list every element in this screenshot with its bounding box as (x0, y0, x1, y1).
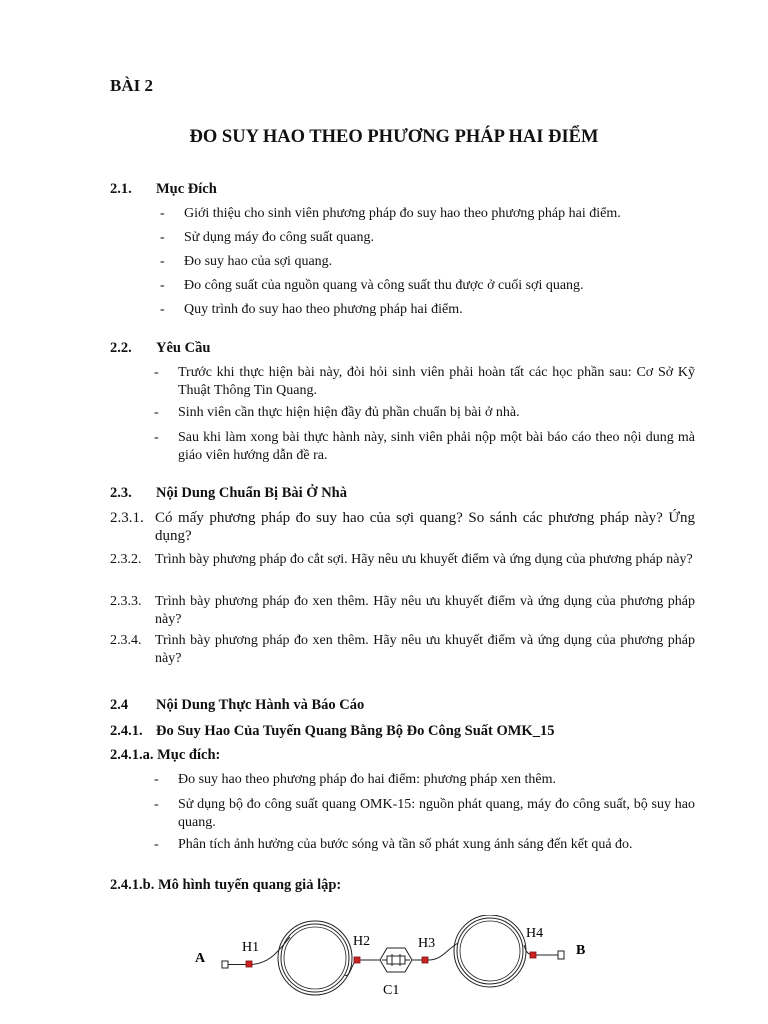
section-title: Nội Dung Thực Hành và Báo Cáo (156, 697, 365, 713)
numbered-item (110, 593, 695, 629)
list-item (160, 229, 695, 247)
section-number: 2.1. (110, 181, 132, 197)
list-item (154, 364, 695, 400)
section-title: Nội Dung Chuẩn Bị Bài Ở Nhà (156, 485, 347, 501)
list-item-text: Quy trình đo suy hao theo phương pháp hai điểm. (184, 302, 463, 317)
bullet-dash: - (154, 430, 159, 445)
receiver-connector (558, 951, 564, 959)
item-text: Trình bày phương pháp đo cắt sợi. Hãy nêu ưu khuyết điểm và ứng dụng của phương pháp này? (155, 552, 693, 567)
h1-connector (246, 961, 252, 967)
fiber-spool-1 (278, 921, 352, 995)
numbered-item (110, 509, 695, 545)
fiber-link-diagram (190, 915, 610, 1020)
list-item-text: Sử dụng máy đo công suất quang. (184, 230, 374, 245)
list-item-text: Trước khi thực hiện bài này, đòi hỏi sinh viên phải hoàn tất các học phần sau: Cơ Sở Kỹ Thuật Thông Tin Quang. (178, 365, 695, 398)
list-item (154, 771, 695, 789)
section-2-4-heading (110, 697, 364, 714)
bullet-dash: - (160, 302, 165, 317)
list-item-text: Sinh viên cần thực hiện hiện đầy đủ phần chuẩn bị bài ở nhà. (178, 405, 520, 420)
item-text: Trình bày phương pháp đo xen thêm. Hãy nêu ưu khuyết điểm và ứng dụng của phương pháp này? (155, 633, 695, 666)
section-number: 2.3. (110, 485, 132, 501)
source-connector (222, 961, 242, 968)
h3-connector (422, 957, 428, 963)
item-number: 2.3.1. (110, 510, 144, 526)
list-item-text: Đo suy hao theo phương pháp đo hai điểm: phương pháp xen thêm. (178, 772, 556, 787)
lesson-number: BÀI 2 (110, 76, 153, 95)
list-item-text: Đo công suất của nguồn quang và công suất thu được ở cuối sợi quang. (184, 278, 584, 293)
label-h4: H4 (526, 926, 544, 941)
list-item-text: Phân tích ảnh hưởng của bước sóng và tần số phát xung ánh sáng đến kết quả đo. (178, 837, 633, 852)
label-c1: C1 (383, 983, 400, 998)
bullet-dash: - (154, 772, 159, 787)
label-b: B (576, 943, 586, 958)
label-h1: H1 (242, 940, 260, 955)
list-item (154, 796, 695, 832)
list-item (160, 277, 695, 295)
list-item (154, 429, 695, 465)
item-number: 2.3.2. (110, 552, 142, 567)
section-number: 2.4.1. (110, 723, 143, 739)
item-text: Trình bày phương pháp đo xen thêm. Hãy nêu ưu khuyết điểm và ứng dụng của phương pháp này? (155, 594, 695, 627)
bullet-dash: - (154, 365, 159, 380)
bullet-dash: - (154, 797, 159, 812)
section-2-1-heading (110, 181, 217, 198)
section-2-2-heading (110, 340, 210, 357)
page-title: ĐO SUY HAO THEO PHƯƠNG PHÁP HAI ĐIỂM (189, 127, 599, 147)
bullet-dash: - (154, 837, 159, 852)
section-number: 2.2. (110, 340, 132, 356)
section-2-4-1-heading (110, 723, 554, 740)
numbered-item (110, 632, 695, 668)
list-item-text: Giới thiệu cho sinh viên phương pháp đo suy hao theo phương pháp hai điểm. (184, 206, 621, 221)
section-title: Yêu Cầu (156, 340, 211, 356)
list-item-text: Đo suy hao của sợi quang. (184, 254, 333, 269)
label-h2: H2 (353, 934, 371, 949)
subsection-2-4-1-a-heading: 2.4.1.a. Mục đích: (110, 747, 221, 763)
numbered-item (110, 551, 695, 569)
list-item (154, 836, 695, 854)
list-item-text: Sau khi làm xong bài thực hành này, sinh viên phải nộp một bài báo cáo theo nội dung mà giáo viên hướng dẫn đề ra. (178, 430, 695, 463)
subsection-2-4-1-b-heading: 2.4.1.b. Mô hình tuyến quang giả lập: (110, 877, 342, 893)
bullet-dash: - (160, 230, 165, 245)
item-number: 2.3.4. (110, 633, 142, 648)
h2-connector (354, 957, 360, 963)
fiber-spool-2 (454, 915, 526, 987)
section-number: 2.4 (110, 697, 129, 713)
item-text: Có mấy phương pháp đo suy hao của sợi quang? So sánh các phương pháp này? Ứng dụng? (155, 510, 695, 544)
label-a: A (195, 951, 206, 966)
h4-connector (530, 952, 536, 958)
item-number: 2.3.3. (110, 594, 142, 609)
list-item-text: Sử dụng bộ đo công suất quang OMK-15: nguồn phát quang, máy đo công suất, bộ suy hao quang. (178, 797, 695, 830)
c1-coupler (380, 948, 412, 972)
list-item (160, 253, 695, 271)
bullet-dash: - (154, 405, 159, 420)
list-item (160, 205, 695, 223)
list-item (154, 404, 695, 422)
bullet-dash: - (160, 278, 165, 293)
section-title: Đo Suy Hao Của Tuyến Quang Bằng Bộ Đo Công Suất OMK_15 (156, 723, 555, 739)
section-2-3-heading (110, 485, 347, 502)
section-title: Mục Đích (156, 181, 217, 197)
bullet-dash: - (160, 206, 165, 221)
list-item (160, 301, 695, 319)
bullet-dash: - (160, 254, 165, 269)
label-h3: H3 (418, 936, 436, 951)
